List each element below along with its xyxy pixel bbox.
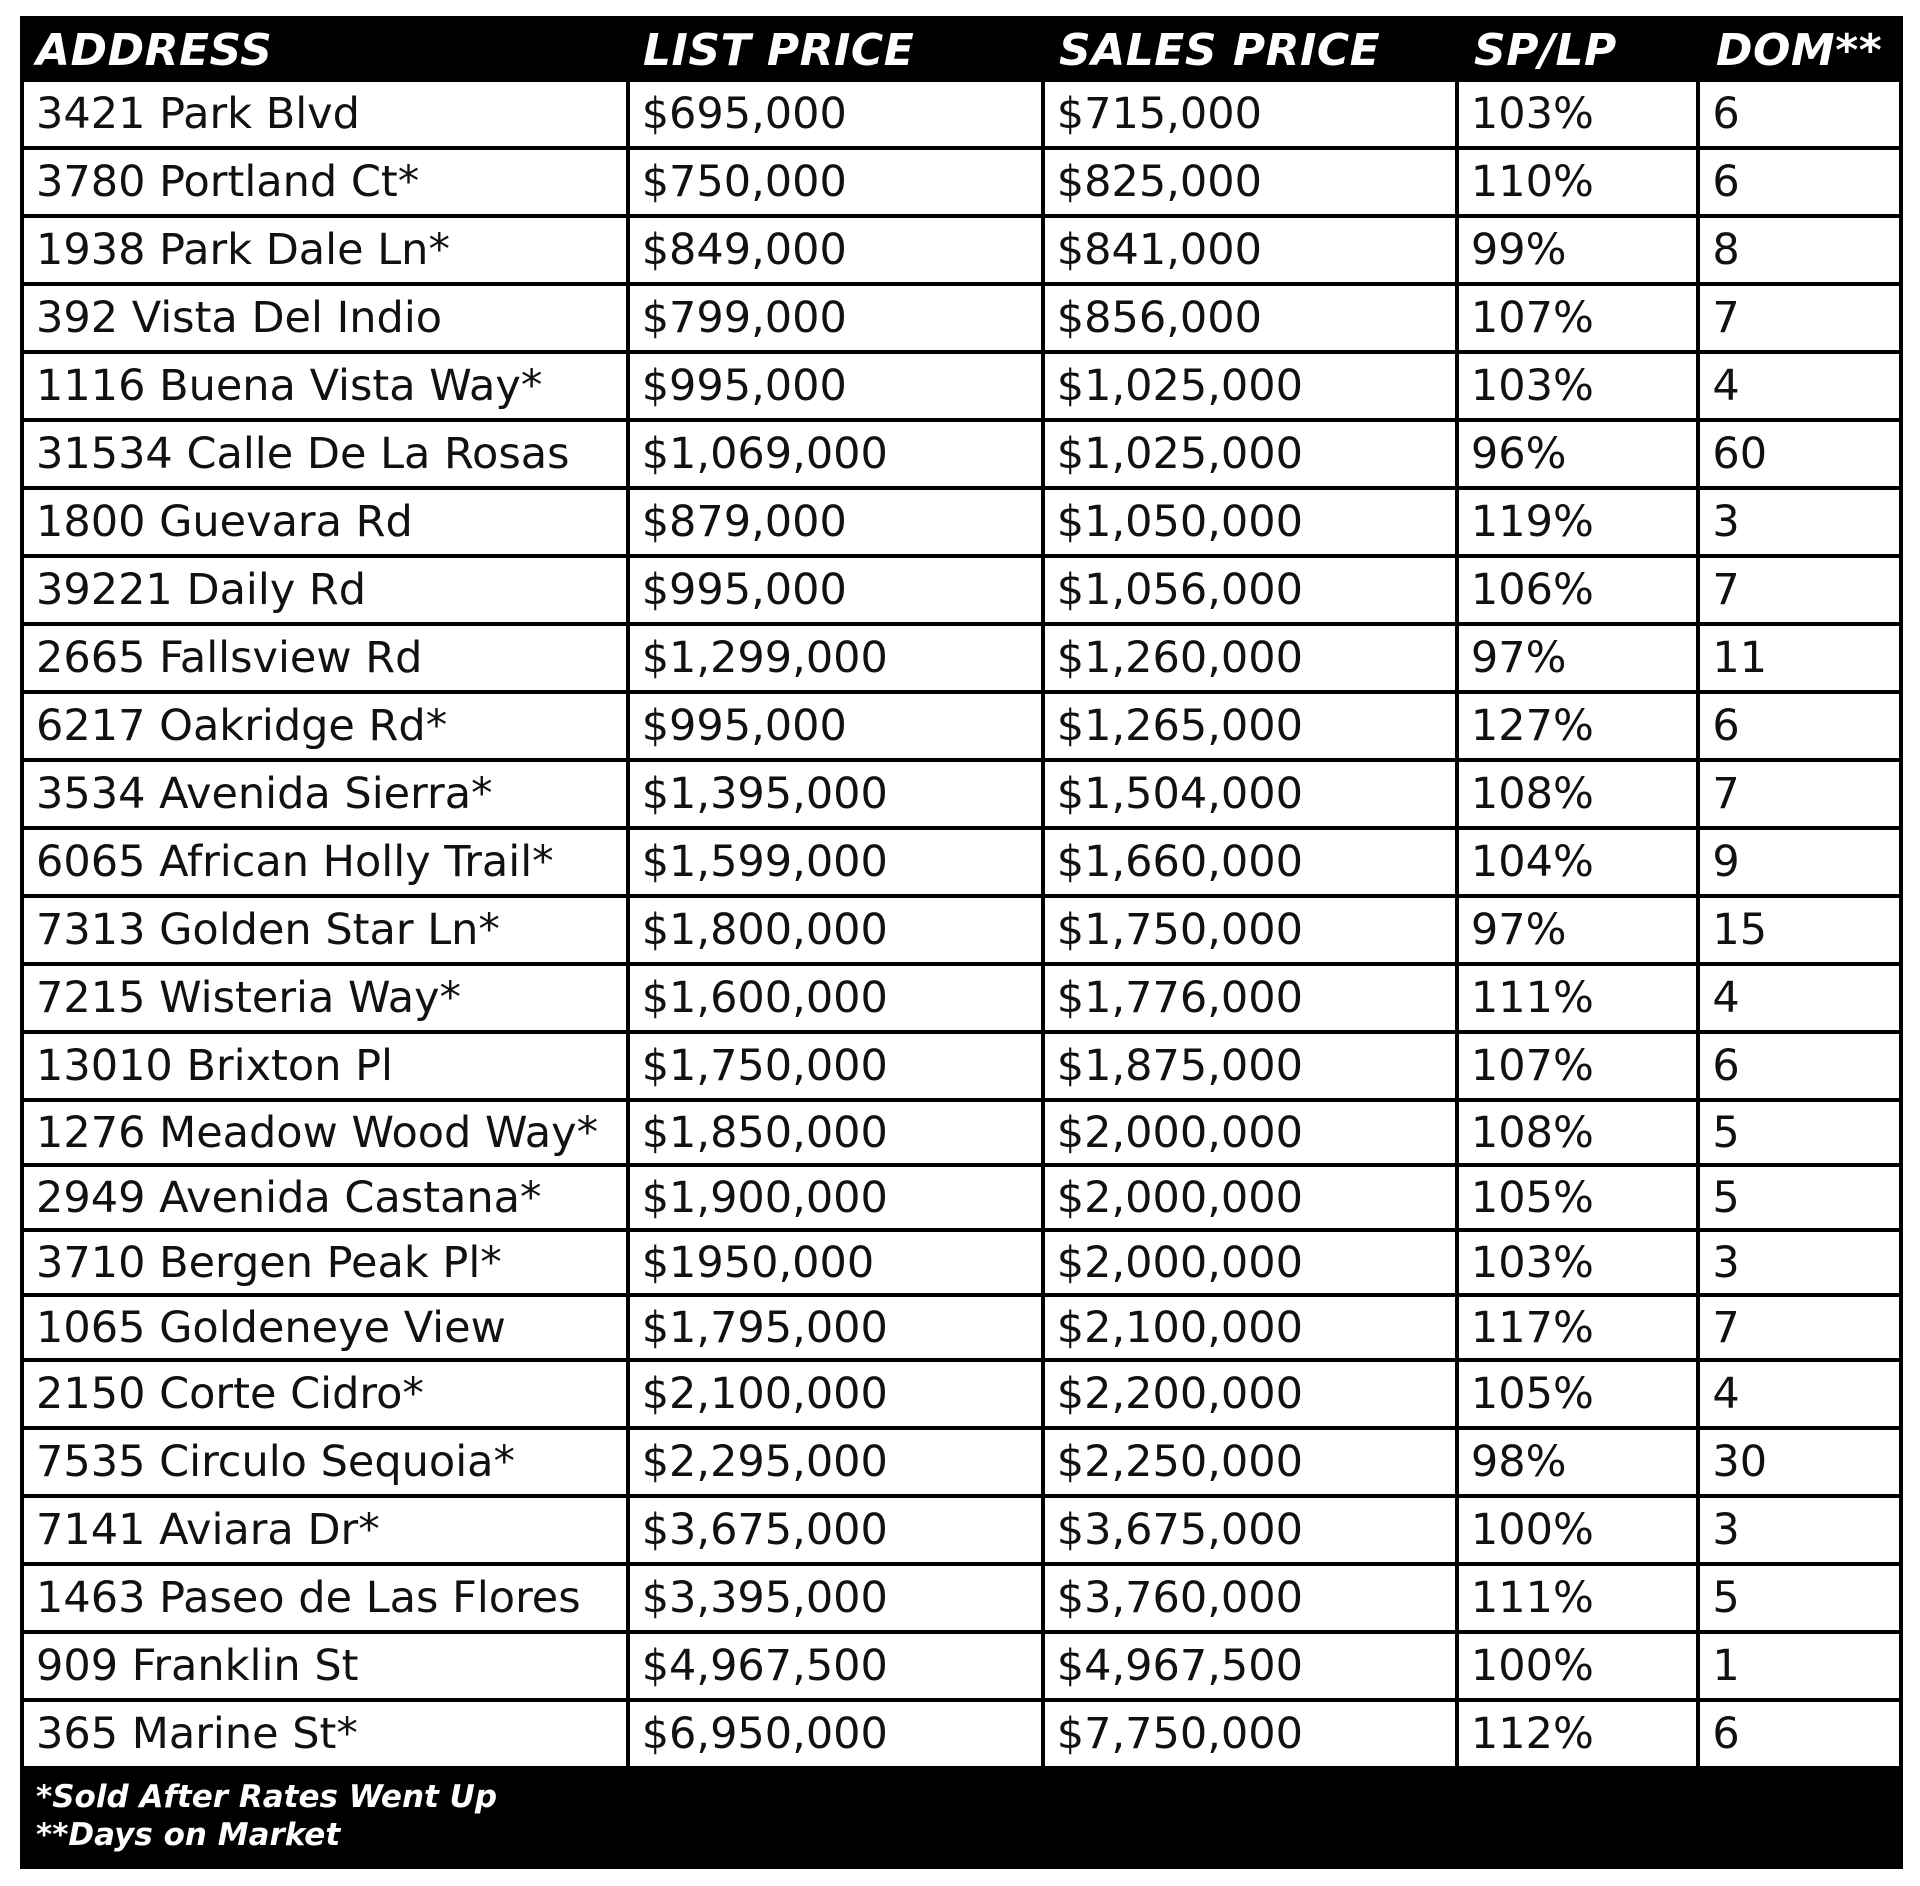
cell-sp-lp: 117% <box>1459 1297 1697 1358</box>
cell-sp-lp: 98% <box>1459 1430 1697 1494</box>
cell-dom: 3 <box>1700 1232 1899 1293</box>
table-row <box>24 1634 1899 1698</box>
cell-sales-price: $1,260,000 <box>1045 626 1455 690</box>
table-row <box>24 1297 1899 1358</box>
cell-address: 7535 Circulo Sequoia* <box>24 1430 626 1494</box>
cell-dom: 11 <box>1700 626 1899 690</box>
cell-list-price: $750,000 <box>630 150 1041 214</box>
cell-address: 1276 Meadow Wood Way* <box>24 1102 626 1163</box>
cell-address: 1065 Goldeneye View <box>24 1297 626 1358</box>
cell-list-price: $1,900,000 <box>630 1167 1041 1228</box>
cell-sp-lp: 97% <box>1459 626 1697 690</box>
cell-sales-price: $1,025,000 <box>1045 422 1455 486</box>
table-body <box>24 82 1899 1766</box>
cell-dom: 9 <box>1700 830 1899 894</box>
table-row <box>24 966 1899 1030</box>
cell-dom: 30 <box>1700 1430 1899 1494</box>
cell-list-price: $1,599,000 <box>630 830 1041 894</box>
footnotes <box>36 1778 497 1854</box>
cell-list-price: $1,850,000 <box>630 1102 1041 1163</box>
table-row <box>24 354 1899 418</box>
table-row <box>24 286 1899 350</box>
cell-dom: 7 <box>1700 1297 1899 1358</box>
cell-sp-lp: 119% <box>1459 490 1697 554</box>
cell-dom: 6 <box>1700 82 1899 146</box>
cell-sp-lp: 111% <box>1459 966 1697 1030</box>
cell-dom: 8 <box>1700 218 1899 282</box>
cell-sp-lp: 107% <box>1459 1034 1697 1098</box>
cell-dom: 4 <box>1700 354 1899 418</box>
cell-address: 31534 Calle De La Rosas <box>24 422 626 486</box>
cell-sales-price: $2,000,000 <box>1045 1167 1455 1228</box>
cell-sp-lp: 108% <box>1459 1102 1697 1163</box>
cell-address: 365 Marine St* <box>24 1702 626 1766</box>
cell-sales-price: $856,000 <box>1045 286 1455 350</box>
cell-dom: 5 <box>1700 1566 1899 1630</box>
cell-sp-lp: 103% <box>1459 354 1697 418</box>
table-row <box>24 1430 1899 1494</box>
table-row <box>24 898 1899 962</box>
cell-sales-price: $1,025,000 <box>1045 354 1455 418</box>
cell-address: 3421 Park Blvd <box>24 82 626 146</box>
cell-address: 7141 Aviara Dr* <box>24 1498 626 1562</box>
cell-sales-price: $3,760,000 <box>1045 1566 1455 1630</box>
cell-address: 392 Vista Del Indio <box>24 286 626 350</box>
cell-dom: 7 <box>1700 286 1899 350</box>
cell-address: 909 Franklin St <box>24 1634 626 1698</box>
cell-list-price: $995,000 <box>630 694 1041 758</box>
cell-sales-price: $715,000 <box>1045 82 1455 146</box>
sales-table <box>20 16 1903 1869</box>
cell-address: 3534 Avenida Sierra* <box>24 762 626 826</box>
table-row <box>24 1102 1899 1163</box>
cell-list-price: $879,000 <box>630 490 1041 554</box>
cell-dom: 3 <box>1700 1498 1899 1562</box>
table-row <box>24 218 1899 282</box>
cell-list-price: $6,950,000 <box>630 1702 1041 1766</box>
cell-sp-lp: 97% <box>1459 898 1697 962</box>
cell-sp-lp: 104% <box>1459 830 1697 894</box>
cell-sp-lp: 103% <box>1459 82 1697 146</box>
table-row <box>24 422 1899 486</box>
cell-dom: 4 <box>1700 1362 1899 1426</box>
table-row <box>24 1702 1899 1766</box>
cell-sp-lp: 100% <box>1459 1634 1697 1698</box>
cell-list-price: $695,000 <box>630 82 1041 146</box>
cell-sp-lp: 110% <box>1459 150 1697 214</box>
cell-sp-lp: 127% <box>1459 694 1697 758</box>
cell-address: 2665 Fallsview Rd <box>24 626 626 690</box>
cell-sales-price: $1,776,000 <box>1045 966 1455 1030</box>
cell-dom: 1 <box>1700 1634 1899 1698</box>
cell-list-price: $4,967,500 <box>630 1634 1041 1698</box>
cell-dom: 7 <box>1700 558 1899 622</box>
cell-sales-price: $1,056,000 <box>1045 558 1455 622</box>
cell-dom: 6 <box>1700 1034 1899 1098</box>
cell-dom: 6 <box>1700 1702 1899 1766</box>
cell-list-price: $799,000 <box>630 286 1041 350</box>
cell-sales-price: $1,750,000 <box>1045 898 1455 962</box>
cell-sp-lp: 99% <box>1459 218 1697 282</box>
cell-address: 7215 Wisteria Way* <box>24 966 626 1030</box>
table-row <box>24 1498 1899 1562</box>
table-row <box>24 1232 1899 1293</box>
cell-list-price: $995,000 <box>630 558 1041 622</box>
header-address: ADDRESS <box>36 25 273 76</box>
cell-list-price: $1,795,000 <box>630 1297 1041 1358</box>
cell-address: 3780 Portland Ct* <box>24 150 626 214</box>
table-header <box>20 16 1903 82</box>
table-row <box>24 626 1899 690</box>
table-row <box>24 82 1899 146</box>
cell-address: 6065 African Holly Trail* <box>24 830 626 894</box>
cell-address: 39221 Daily Rd <box>24 558 626 622</box>
cell-sp-lp: 106% <box>1459 558 1697 622</box>
cell-sales-price: $2,100,000 <box>1045 1297 1455 1358</box>
cell-list-price: $1,800,000 <box>630 898 1041 962</box>
table-row <box>24 762 1899 826</box>
header-list-price: LIST PRICE <box>643 25 915 76</box>
cell-list-price: $1,299,000 <box>630 626 1041 690</box>
cell-dom: 7 <box>1700 762 1899 826</box>
table-row <box>24 558 1899 622</box>
cell-sp-lp: 105% <box>1459 1167 1697 1228</box>
cell-sp-lp: 105% <box>1459 1362 1697 1426</box>
cell-list-price: $995,000 <box>630 354 1041 418</box>
cell-address: 6217 Oakridge Rd* <box>24 694 626 758</box>
table-row <box>24 1362 1899 1426</box>
footnote-dom: **Days on Market <box>36 1817 341 1853</box>
cell-sp-lp: 107% <box>1459 286 1697 350</box>
cell-list-price: $3,675,000 <box>630 1498 1041 1562</box>
header-sales-price: SALES PRICE <box>1059 25 1381 76</box>
cell-sp-lp: 96% <box>1459 422 1697 486</box>
cell-dom: 5 <box>1700 1102 1899 1163</box>
cell-sales-price: $2,000,000 <box>1045 1232 1455 1293</box>
cell-sales-price: $2,200,000 <box>1045 1362 1455 1426</box>
table-row <box>24 490 1899 554</box>
cell-list-price: $3,395,000 <box>630 1566 1041 1630</box>
cell-list-price: $1,600,000 <box>630 966 1041 1030</box>
header-dom: DOM** <box>1716 25 1883 76</box>
table-row <box>24 1566 1899 1630</box>
table-row <box>24 150 1899 214</box>
cell-address: 2949 Avenida Castana* <box>24 1167 626 1228</box>
cell-sp-lp: 111% <box>1459 1566 1697 1630</box>
cell-dom: 4 <box>1700 966 1899 1030</box>
cell-sales-price: $841,000 <box>1045 218 1455 282</box>
cell-sales-price: $3,675,000 <box>1045 1498 1455 1562</box>
table-row <box>24 1034 1899 1098</box>
cell-list-price: $2,100,000 <box>630 1362 1041 1426</box>
cell-address: 1938 Park Dale Ln* <box>24 218 626 282</box>
cell-sp-lp: 112% <box>1459 1702 1697 1766</box>
cell-dom: 5 <box>1700 1167 1899 1228</box>
cell-dom: 6 <box>1700 694 1899 758</box>
cell-address: 3710 Bergen Peak Pl* <box>24 1232 626 1293</box>
cell-address: 1116 Buena Vista Way* <box>24 354 626 418</box>
cell-sp-lp: 100% <box>1459 1498 1697 1562</box>
cell-dom: 3 <box>1700 490 1899 554</box>
cell-address: 2150 Corte Cidro* <box>24 1362 626 1426</box>
cell-dom: 6 <box>1700 150 1899 214</box>
table-row <box>24 694 1899 758</box>
cell-sales-price: $2,000,000 <box>1045 1102 1455 1163</box>
cell-sales-price: $1,660,000 <box>1045 830 1455 894</box>
table-row <box>24 830 1899 894</box>
cell-address: 1800 Guevara Rd <box>24 490 626 554</box>
cell-sales-price: $2,250,000 <box>1045 1430 1455 1494</box>
header-sp-lp: SP/LP <box>1474 25 1617 76</box>
cell-sales-price: $1,875,000 <box>1045 1034 1455 1098</box>
cell-sales-price: $825,000 <box>1045 150 1455 214</box>
cell-sales-price: $1,265,000 <box>1045 694 1455 758</box>
cell-list-price: $1,069,000 <box>630 422 1041 486</box>
cell-address: 1463 Paseo de Las Flores <box>24 1566 626 1630</box>
cell-sales-price: $7,750,000 <box>1045 1702 1455 1766</box>
cell-list-price: $1950,000 <box>630 1232 1041 1293</box>
table-row <box>24 1167 1899 1228</box>
cell-sales-price: $1,050,000 <box>1045 490 1455 554</box>
cell-list-price: $849,000 <box>630 218 1041 282</box>
cell-sp-lp: 108% <box>1459 762 1697 826</box>
cell-list-price: $1,750,000 <box>630 1034 1041 1098</box>
footnote-rates: *Sold After Rates Went Up <box>36 1779 498 1815</box>
cell-sp-lp: 103% <box>1459 1232 1697 1293</box>
cell-sales-price: $1,504,000 <box>1045 762 1455 826</box>
cell-dom: 15 <box>1700 898 1899 962</box>
cell-list-price: $1,395,000 <box>630 762 1041 826</box>
cell-dom: 60 <box>1700 422 1899 486</box>
cell-address: 13010 Brixton Pl <box>24 1034 626 1098</box>
cell-list-price: $2,295,000 <box>630 1430 1041 1494</box>
cell-address: 7313 Golden Star Ln* <box>24 898 626 962</box>
cell-sales-price: $4,967,500 <box>1045 1634 1455 1698</box>
